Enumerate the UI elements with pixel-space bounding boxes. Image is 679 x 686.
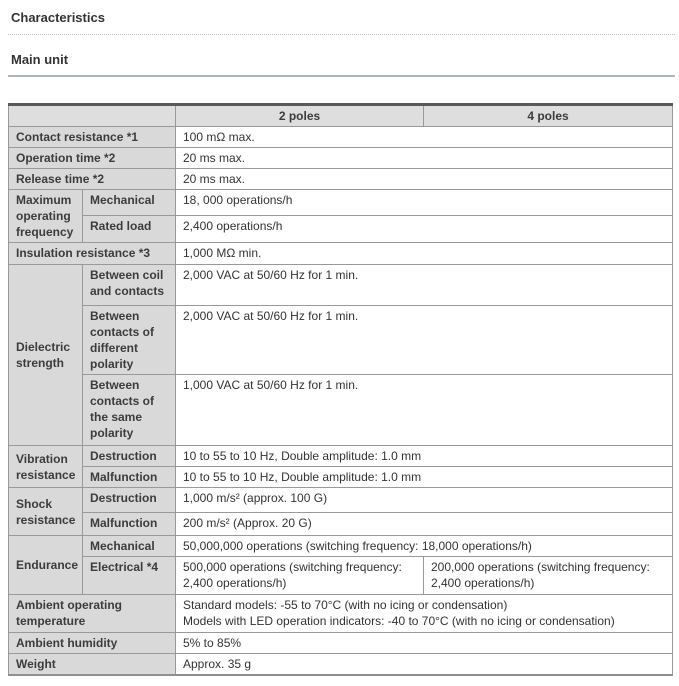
value-weight: Approx. 35 g — [176, 654, 673, 676]
table-row — [9, 306, 673, 375]
row-label-dielectric-strength: Dielectric strength — [9, 265, 83, 446]
value-max-frequency-rated-load: 2,400 operations/h — [176, 215, 673, 242]
row-label-contact-resistance: Contact resistance *1 — [9, 127, 176, 148]
value-ambient-operating-temperature — [176, 595, 673, 633]
value-endurance-mechanical: 50,000,000 operations (switching frequency: 18,000 operations/h) — [176, 536, 673, 557]
sub-label-vibration-destruction: Destruction — [83, 446, 176, 467]
table-row — [9, 488, 673, 513]
value-operation-time: 20 ms max. — [176, 148, 673, 169]
sub-label-between-contacts-same-polarity: Between contacts of the same polarity — [83, 375, 176, 446]
sub-label-mechanical: Mechanical — [83, 190, 176, 216]
section-divider — [8, 75, 675, 77]
sub-label-between-contacts-different-polarity: Between contacts of different polarity — [83, 306, 176, 375]
table-row — [9, 169, 673, 190]
header-cell-empty — [9, 105, 176, 127]
table-row — [9, 513, 673, 536]
sub-label-vibration-malfunction: Malfunction — [83, 467, 176, 488]
table-row — [9, 243, 673, 265]
table-row — [9, 536, 673, 557]
sub-label-shock-destruction: Destruction — [83, 488, 176, 513]
row-label-max-operating-frequency: Maximum operating frequency — [9, 190, 83, 243]
row-label-weight: Weight — [9, 654, 176, 676]
table-row — [9, 190, 673, 216]
page-heading-characteristics: Characteristics — [11, 10, 105, 25]
row-label-endurance: Endurance — [9, 536, 83, 595]
row-label-vibration-resistance: Vibration resistance — [9, 446, 83, 488]
header-cell-2-poles: 2 poles — [176, 105, 424, 127]
table-row — [9, 215, 673, 242]
row-label-ambient-operating-temperature: Ambient operating temperature — [9, 595, 176, 633]
table-row — [9, 595, 673, 633]
value-insulation-resistance: 1,000 MΩ min. — [176, 243, 673, 265]
value-ambient-humidity: 5% to 85% — [176, 633, 673, 654]
value-dielectric-same-polarity: 1,000 VAC at 50/60 Hz for 1 min. — [176, 375, 673, 446]
row-label-shock-resistance: Shock resistance — [9, 488, 83, 536]
table-row — [9, 467, 673, 488]
sub-label-endurance-mechanical: Mechanical — [83, 536, 176, 557]
table-row — [9, 446, 673, 467]
table-row — [9, 633, 673, 654]
value-dielectric-coil-contacts: 2,000 VAC at 50/60 Hz for 1 min. — [176, 265, 673, 306]
sub-label-between-coil-and-contacts: Between coil and contacts — [83, 265, 176, 306]
row-label-ambient-humidity: Ambient humidity — [9, 633, 176, 654]
value-contact-resistance: 100 mΩ max. — [176, 127, 673, 148]
table-row — [9, 127, 673, 148]
table-row — [9, 148, 673, 169]
row-label-insulation-resistance: Insulation resistance *3 — [9, 243, 176, 265]
table-row — [9, 557, 673, 595]
row-label-release-time: Release time *2 — [9, 169, 176, 190]
value-shock-malfunction: 200 m/s² (Approx. 20 G) — [176, 513, 673, 536]
value-endurance-electrical-2-poles: 500,000 operations (switching frequency: 2,400 operations/h) — [176, 557, 424, 595]
sub-label-endurance-electrical: Electrical *4 — [83, 557, 176, 595]
table-header-row — [9, 105, 673, 127]
value-vibration-malfunction: 10 to 55 to 10 Hz, Double amplitude: 1.0 mm — [176, 467, 673, 488]
header-cell-4-poles: 4 poles — [424, 105, 673, 127]
value-release-time: 20 ms max. — [176, 169, 673, 190]
row-label-operation-time: Operation time *2 — [9, 148, 176, 169]
section-heading-main-unit: Main unit — [11, 52, 69, 67]
value-vibration-destruction: 10 to 55 to 10 Hz, Double amplitude: 1.0 mm — [176, 446, 673, 467]
table-row — [9, 265, 673, 306]
table-row — [9, 375, 673, 446]
value-endurance-electrical-4-poles: 200,000 operations (switching frequency: 2,400 operations/h) — [424, 557, 673, 595]
dotted-divider — [8, 34, 675, 35]
ambient-temperature-line-1: Standard models: -55 to 70°C (with no icing or condensation) — [183, 598, 508, 612]
ambient-temperature-line-2: Models with LED operation indicators: -40 to 70°C (with no icing or condensation) — [183, 614, 615, 628]
sub-label-shock-malfunction: Malfunction — [83, 513, 176, 536]
characteristics-table — [8, 103, 673, 676]
value-dielectric-different-polarity: 2,000 VAC at 50/60 Hz for 1 min. — [176, 306, 673, 375]
table-row — [9, 654, 673, 676]
value-max-frequency-mechanical: 18, 000 operations/h — [176, 190, 673, 216]
value-shock-destruction: 1,000 m/s² (approx. 100 G) — [176, 488, 673, 513]
sub-label-rated-load: Rated load — [83, 215, 176, 242]
